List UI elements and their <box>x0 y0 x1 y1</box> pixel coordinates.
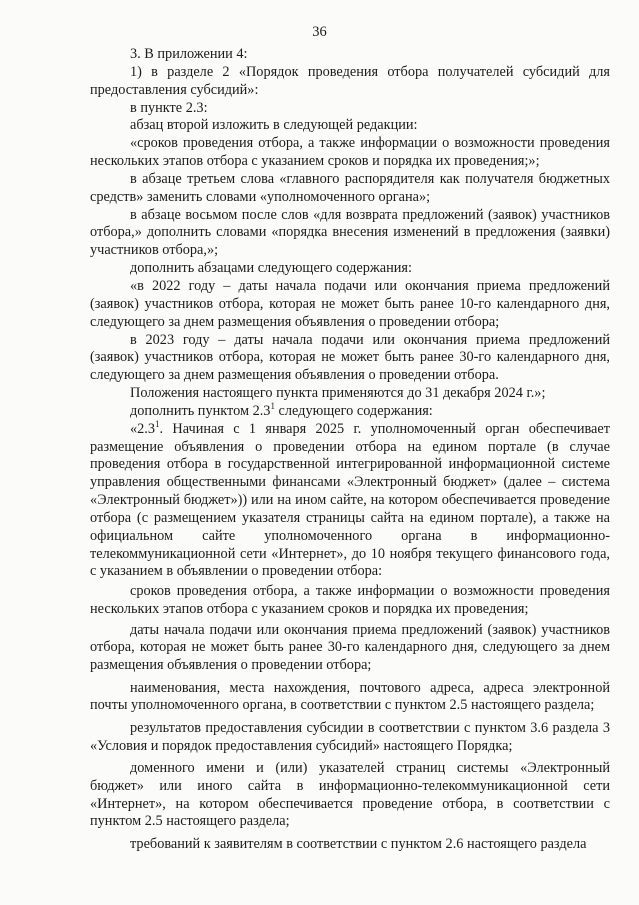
paragraph: 1) в разделе 2 «Порядок проведения отбора получателей субсидий для предоставления субсидий»: <box>90 63 610 98</box>
paragraph: 3. В приложении 4: <box>130 46 248 62</box>
paragraph: результатов предоставления субсидии в соответствии с пунктом 3.6 раздела 3 «Условия и порядок предоставления субсидий» настоящего Порядка; <box>90 719 610 754</box>
paragraph: даты начала подачи или окончания приема предложений (заявок) участников отбора, которая не может быть ранее 30-го календарного дня, следующего за днем размещения объявления о проведении отбора; <box>90 621 610 674</box>
paragraph: в абзаце третьем слова «главного распорядителя как получателя бюджетных средств» заменить словами «уполномоченного органа»; <box>90 170 610 205</box>
superscript: 1 <box>155 418 160 429</box>
paragraph <box>90 400 610 421</box>
paragraph: «сроков проведения отбора, а также информации о возможности проведения нескольких этапов отбора с указанием сроков и порядка их проведения;»; <box>90 135 610 170</box>
paragraph: в абзаце восьмом после слов «для возврата предложений (заявок) участников отбора,» дополнить словами «порядка внесения изменений в предложения (заявки) участников отбора,»; <box>90 206 610 259</box>
paragraph: доменного имени и (или) указателей страниц системы «Электронный бюджет» или иного сайта в информационно-телекоммуникационной сети «Интернет», на котором обеспечивается проведение отбора, в соответствии с пунктом 2.5 настоящего раздела; <box>90 759 610 830</box>
page-number: 36 <box>312 24 327 40</box>
paragraph-text: . Начиная с 1 января 2025 г. уполномоченный орган обеспечивает размещение объявления о проведении отбора на едином портале (в случае проведения отбора в государственной интегрированной информационной системе управления общественными финансами «Электронный бюджет» (далее – система «Электронный бюджет»)) или на ином сайте, на котором обеспечивается проведение отбора (с размещением указателя страницы сайта на едином портале), а также на официальном сайте уполномоченного органа в информационно-телекоммуникационной сети «Интернет», до 10 ноября текущего финансового года, с указанием в объявлении о проведении отбора: <box>90 420 610 580</box>
paragraph: в 2023 году – даты начала подачи или окончания приема предложений (заявок) участников отбора, которая не может быть ранее 30-го календарного дня, следующего за днем размещения объявления о проведении отбора. <box>90 331 610 384</box>
paragraph: дополнить абзацами следующего содержания: <box>130 260 412 277</box>
paragraph: в пункте 2.3: <box>130 99 208 116</box>
paragraph-text: следующего содержания: <box>274 402 433 419</box>
document-body <box>90 46 610 854</box>
paragraph: абзац второй изложить в следующей редакции: <box>130 117 418 134</box>
paragraph: Положения настоящего пункта применяются до 31 декабря 2024 г.»; <box>130 385 546 402</box>
paragraph: требований к заявителям в соответствии с пунктом 2.6 настоящего раздела <box>130 835 587 852</box>
paragraph: «в 2022 году – даты начала подачи или окончания приема предложений (заявок) участников отбора, которая не может быть ранее 10-го календарного дня, следующего за днем размещения объявления о проведении отбора; <box>90 277 610 330</box>
paragraph: сроков проведения отбора, а также информации о возможности проведения нескольких этапов отбора с указанием сроков и порядка их проведения; <box>90 582 610 617</box>
paragraph-text: «2.3 <box>130 420 156 437</box>
paragraph-text: дополнить пунктом 2.3 <box>130 402 271 419</box>
superscript: 1 <box>270 400 275 411</box>
paragraph: наименования, места нахождения, почтового адреса, адреса электронной почты уполномоченного органа, в соответствии с пунктом 2.5 настоящего раздела; <box>90 679 610 714</box>
paragraph <box>90 418 610 582</box>
